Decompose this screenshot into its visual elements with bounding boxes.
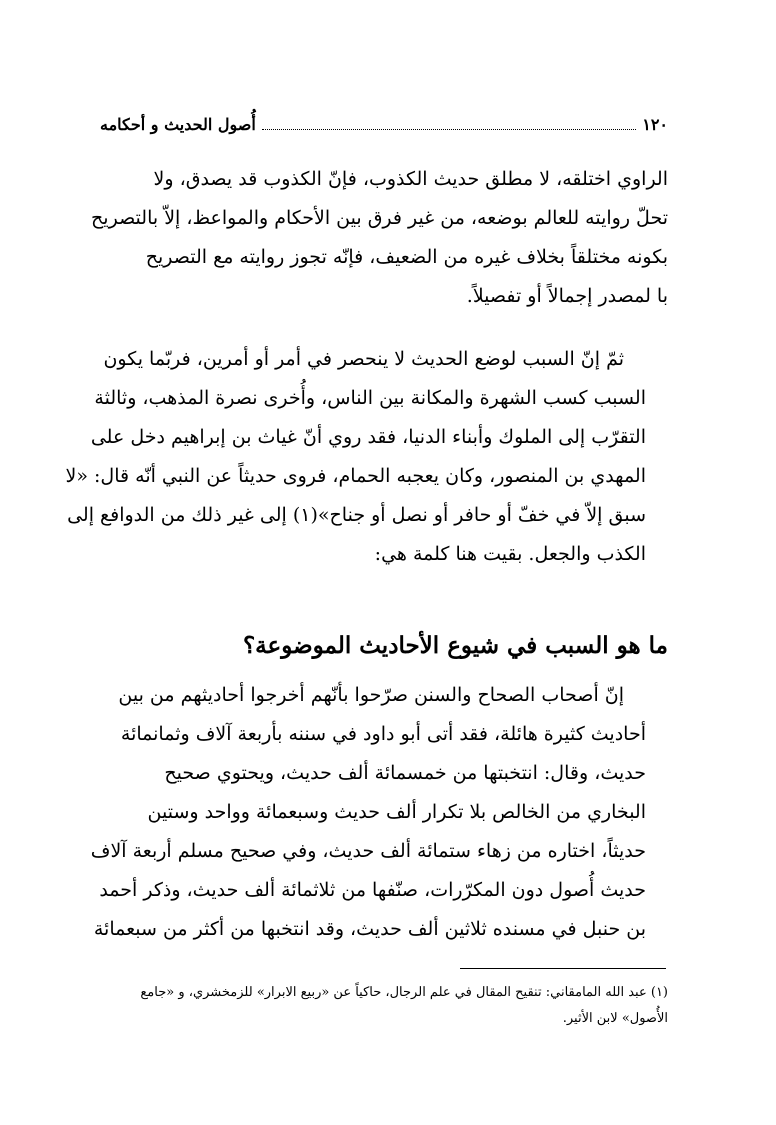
text-line: السبب كسب الشهرة والمكانة بين الناس، وأُخرى نصرة المذهب، وثالثة — [94, 387, 646, 409]
paragraph-2 — [65, 340, 668, 574]
paragraph-1 — [91, 160, 668, 316]
running-header — [100, 104, 668, 136]
text-line: با لمصدر إجمالاً أو تفصيلاً. — [466, 285, 668, 307]
text-line: تحلّ روايته للعالم بوضعه، من غير فرق بين الأحكام والمواعظ، إلاّ بالتصريح — [91, 207, 668, 229]
page-number: ١٢٠ — [642, 115, 668, 134]
text-line: التقرّب إلى الملوك وأبناء الدنيا، فقد روي أنّ غياث بن إبراهيم دخل على — [90, 426, 646, 448]
footnote-separator — [460, 968, 666, 969]
text-line: سبق إلاّ في خفّ أو حافر أو نصل أو جناح»(١) إلى غير ذلك من الدوافع إلى — [67, 504, 646, 526]
header-dotted-leader — [262, 128, 636, 130]
text-line: الراوي اختلقه، لا مطلق حديث الكذوب، فإنّ الكذوب قد يصدق، ولا — [153, 168, 668, 190]
footnote-line: الأُصول» لابن الأثير. — [562, 1011, 668, 1026]
book-title: أُصول الحديث و أحكامه — [100, 115, 256, 134]
footnote — [100, 980, 668, 1032]
text-line: أحاديث كثيرة هائلة، فقد أتى أبو داود في سننه بأربعة آلاف وثمانمائة — [120, 723, 646, 745]
text-line: بن حنبل في مسنده ثلاثين ألف حديث، وقد انتخبها من أكثر من سبعمائة — [93, 918, 646, 940]
section-heading: ما هو السبب في شيوع الأحاديث الموضوعة؟ — [242, 632, 668, 659]
text-line: حديثاً، اختاره من زهاء ستمائة ألف حديث، وفي صحيح مسلم أربعة آلاف — [90, 840, 646, 862]
text-line: المهدي بن المنصور، وكان يعجبه الحمام، فروى حديثاً عن النبي أنّه قال: «لا — [65, 465, 646, 487]
text-line: حديث، وقال: انتخبتها من خمسمائة ألف حديث، ويحتوي صحيح — [164, 762, 646, 784]
text-line: بكونه مختلقاً بخلاف غيره من الضعيف، فإنّه تجوز روايته مع التصريح — [145, 246, 668, 268]
text-line: الكذب والجعل. بقيت هنا كلمة هي: — [374, 543, 646, 565]
paragraph-3 — [90, 676, 668, 949]
text-line: إنّ أصحاب الصحاح والسنن صرّحوا بأنّهم أخرجوا أحاديثهم من بين — [118, 684, 624, 706]
footnote-line: (١) عبد الله المامقاني: تنقيح المقال في علم الرجال، حاكياً عن «ربيع الابرار» للزمخشري، و «جامع — [140, 985, 668, 1000]
text-line: حديث أُصول دون المكرّرات، صنّفها من ثلاثمائة ألف حديث، وذكر أحمد — [99, 879, 646, 901]
text-line: ثمّ إنّ السبب لوضع الحديث لا ينحصر في أمر أو أمرين، فربّما يكون — [103, 348, 624, 370]
text-line: البخاري من الخالص بلا تكرار ألف حديث وسبعمائة وواحد وستين — [147, 801, 646, 823]
